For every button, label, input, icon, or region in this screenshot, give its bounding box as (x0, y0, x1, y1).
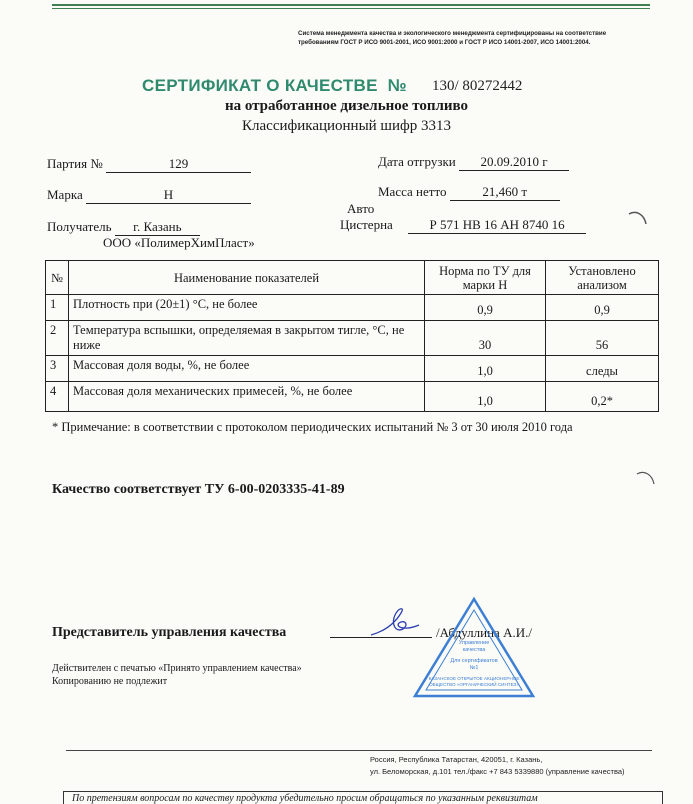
quality-stamp (412, 596, 536, 700)
table-row (46, 321, 659, 356)
top-rule (52, 4, 650, 6)
certificate-number: 130/ 80272442 (432, 78, 523, 94)
stamp-text-1: Управление качества (458, 640, 490, 653)
recipient-label: Получатель (47, 219, 112, 234)
ship-date-label: Дата отгрузки (378, 154, 456, 169)
recipient-city: г. Казань (115, 219, 200, 236)
row-number: 4 (46, 382, 69, 412)
row-norm: 30 (425, 321, 546, 356)
row-number: 3 (46, 356, 69, 382)
quality-statement: Качество соответствует ТУ 6-00-0203335-41-89 (52, 482, 345, 497)
bottom-notice (63, 791, 663, 804)
row-result: следы (546, 356, 659, 382)
stamp-text-3: КАЗАНСКОЕ ОТКРЫТОЕ АКЦИОНЕРНОЕ ОБЩЕСТВО «ОРГАНИЧЕСКИЙ СИНТЕЗ» (428, 676, 520, 687)
recipient-org: ООО «ПолимерХимПласт» (103, 235, 255, 250)
table-row (46, 356, 659, 382)
punch-mark-icon (636, 470, 656, 486)
header-norm: Норма по ТУ для марки Н (425, 261, 546, 295)
row-name: Плотность при (20±1) °С, не более (69, 295, 425, 321)
bottom-notice-text: По претензиям вопросам по качеству продукта убедительно просим обращаться по указанным реквизитам (72, 793, 538, 804)
validity-line-2: Копированию не подлежит (52, 676, 168, 687)
top-rule-thin (52, 8, 650, 9)
stamp-text-2: Для сертификатов №1 (450, 658, 498, 671)
row-norm: 1,0 (425, 356, 546, 382)
batch-label: Партия № (47, 156, 103, 171)
indicators-table (45, 260, 659, 412)
address-line-1: Россия, Республика Татарстан, 420051, г. Казань, (370, 755, 543, 764)
grade-label: Марка (47, 187, 83, 202)
header-result: Установлено анализом (546, 261, 659, 295)
tank-value: Р 571 НВ 16 АН 8740 16 (408, 217, 586, 234)
validity-line-1: Действителен с печатью «Принято управлением качества» (52, 663, 302, 674)
tank-field (340, 217, 586, 234)
punch-mark-icon (628, 210, 648, 226)
row-result: 0,2* (546, 382, 659, 412)
batch-field (47, 156, 251, 173)
table-row (46, 295, 659, 321)
certificate-number-sign: № (387, 76, 408, 95)
validity-text (52, 662, 302, 688)
row-name: Температура вспышки, определяемая в закрытом тигле, °С, не ниже (69, 321, 425, 356)
classification-code: Классификационный шифр 3313 (242, 118, 451, 134)
row-number: 1 (46, 295, 69, 321)
row-norm: 0,9 (425, 295, 546, 321)
address-line-2: ул. Беломорская, д.101 тел./факс +7 843 5339880 (управление качества) (370, 767, 625, 776)
representative-label: Представитель управления качества (52, 625, 287, 640)
row-name: Массовая доля механических примесей, %, не более (69, 382, 425, 412)
address (370, 754, 670, 778)
net-mass-field (378, 184, 560, 201)
footnote: * Примечание: в соответствии с протоколом периодических испытаний № 3 от 30 июля 2010 года (52, 420, 573, 434)
table-header-row (46, 261, 659, 295)
representative-name: /Абдуллина А.И./ (436, 625, 532, 640)
grade-value: Н (86, 187, 251, 204)
certificate-title (142, 76, 407, 96)
row-norm: 1,0 (425, 382, 546, 412)
header-name: Наименование показателей (69, 261, 425, 295)
certificate-title-text: СЕРТИФИКАТ О КАЧЕСТВЕ (142, 76, 378, 95)
table-row (46, 382, 659, 412)
row-result: 0,9 (546, 295, 659, 321)
net-mass-value: 21,460 т (450, 184, 560, 201)
header-number: № (46, 261, 69, 295)
footer-rule (66, 750, 652, 751)
tank-label-auto: Авто (347, 201, 375, 216)
qms-note: Система менеджмента качества и экологического менеджмента сертифицированы на соответствие требованиям ГОСТ Р ИСО 9001-2001, ИСО 9001:2000 и ГОСТ Р ИСО 14001-2007, ИСО 14001:2004. (298, 30, 607, 46)
tank-label: Цистерна (340, 217, 393, 232)
grade-field (47, 187, 251, 204)
row-result: 56 (546, 321, 659, 356)
recipient-field (47, 219, 200, 236)
ship-date-field (378, 154, 569, 171)
certificate-subtitle: на отработанное дизельное топливо (224, 98, 469, 114)
row-name: Массовая доля воды, %, не более (69, 356, 425, 382)
ship-date-value: 20.09.2010 г (459, 154, 569, 171)
batch-value: 129 (106, 156, 251, 173)
net-mass-label: Масса нетто (378, 184, 447, 199)
row-number: 2 (46, 321, 69, 356)
